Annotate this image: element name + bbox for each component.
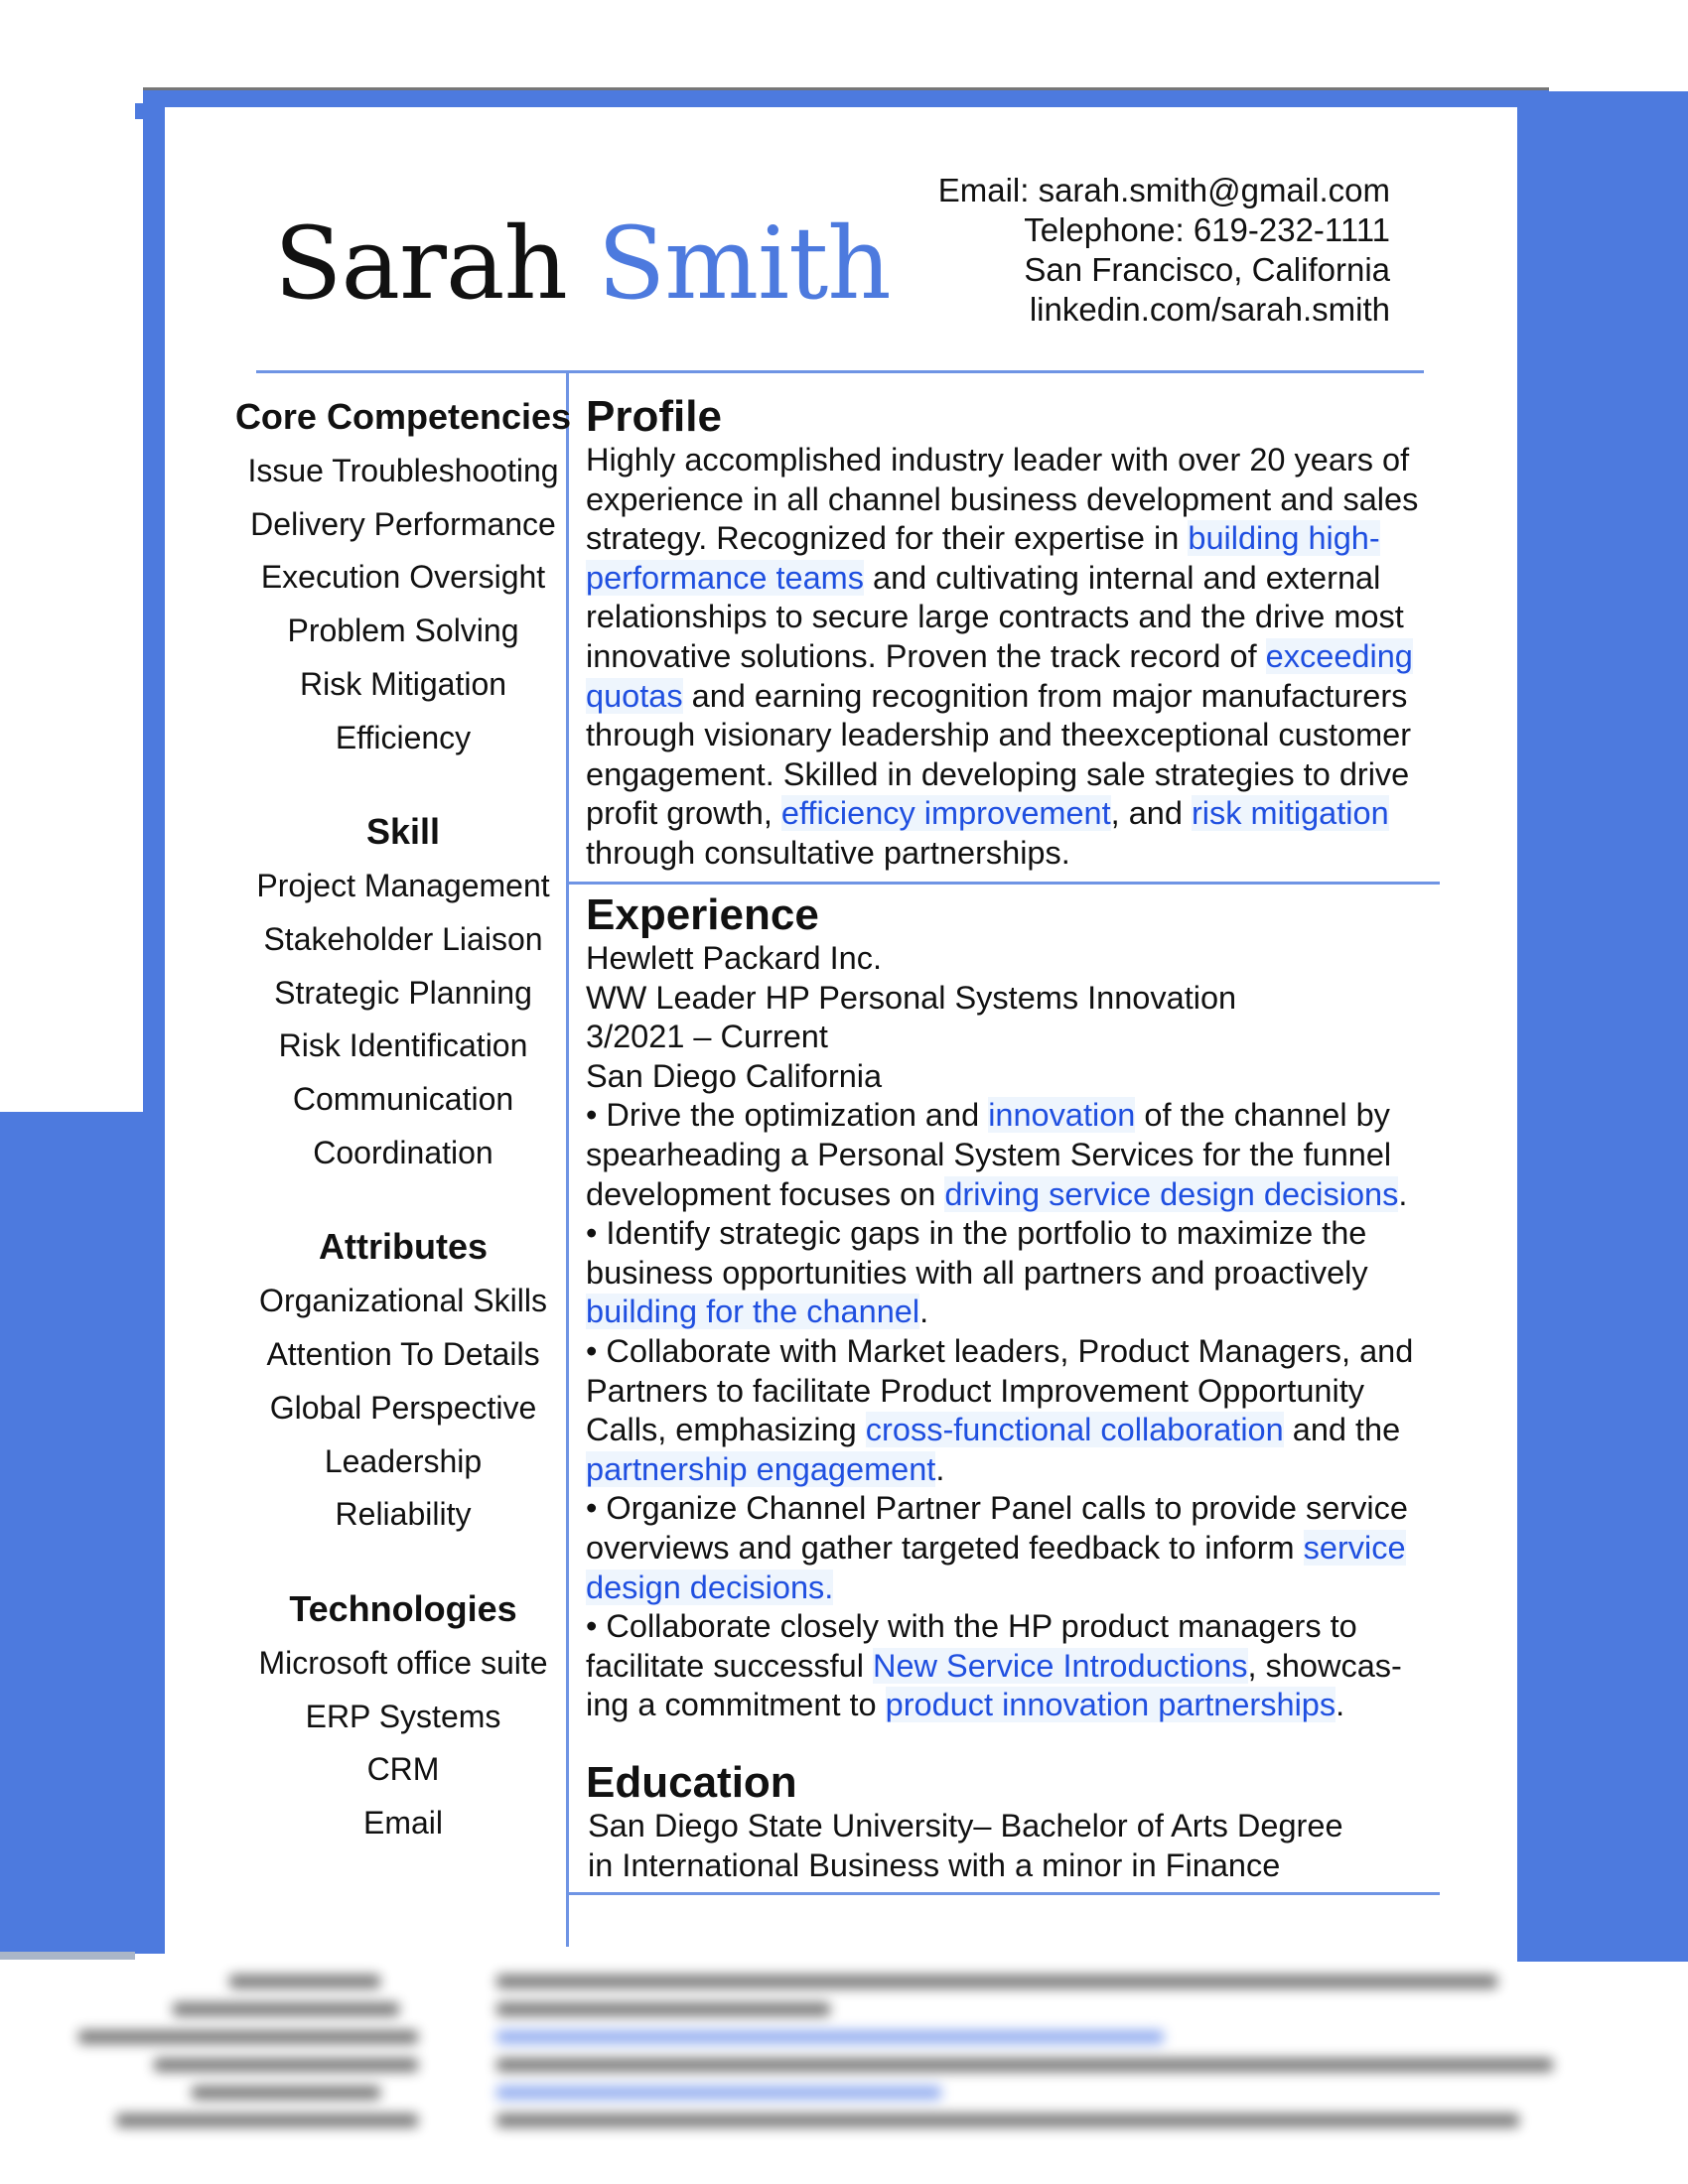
highlighted-keyword: risk mitigation <box>1191 795 1389 832</box>
text-segment: and the <box>1283 1412 1401 1448</box>
highlighted-keyword: exceeding quotas <box>586 637 1413 714</box>
education-line: San Diego State University– Bachelor of Arts Degree <box>588 1808 1343 1843</box>
resume-page <box>165 107 1517 1946</box>
list-item: Risk Mitigation <box>299 665 507 702</box>
blue-frame-left-block <box>0 1112 165 1954</box>
contact-email: Email: sarah.smith@gmail.com <box>937 172 1390 208</box>
list-item: Strategic Planning <box>274 974 532 1011</box>
profile-summary <box>586 441 1440 874</box>
education-section <box>586 1759 1440 1885</box>
list-item: Reliability <box>335 1496 472 1533</box>
list-item: CRM <box>366 1751 440 1788</box>
blue-frame-right <box>1517 95 1688 1962</box>
list-item: ERP Systems <box>305 1698 501 1734</box>
list-item: Stakeholder Liaison <box>263 920 543 957</box>
experience-section <box>586 891 1440 1725</box>
candidate-name <box>274 205 891 322</box>
section-title: Skill <box>365 811 441 853</box>
job-location: San Diego California <box>586 1057 883 1094</box>
text-segment: of the channel by spearheading a Personal System Services for the funnel development focuses on <box>586 1097 1392 1212</box>
text-segment: • Collaborate closely with the HP product managers to facilitate successful <box>586 1608 1357 1684</box>
first-name: Sarah <box>274 205 567 322</box>
highlighted-keyword: New Service Introductions <box>873 1647 1248 1684</box>
reflection-left <box>60 1961 437 2141</box>
highlighted-keyword: building high-performance teams <box>586 520 1380 596</box>
section-divider <box>566 882 1440 885</box>
list-item: Efficiency <box>335 719 472 755</box>
section-title: Technologies <box>289 1587 517 1629</box>
company-name: Hewlett Packard Inc. <box>586 940 883 976</box>
text-segment: and cultivating internal and external relationships to secure large contracts and the drive most innovative solutions. Proven the track record of <box>586 559 1404 674</box>
sidebar-section-skill <box>214 810 592 1179</box>
job-bullet <box>586 1096 1440 1214</box>
job-title: WW Leader HP Personal Systems Innovation <box>586 979 1237 1016</box>
job-bullet <box>586 1607 1440 1725</box>
text-segment: and earning recognition from major manufacturers through visionary leadership and theexceptional customer engagement. Skilled in developing sale strategies to drive profit growth, <box>586 677 1412 832</box>
contact-location: San Francisco, California <box>1024 251 1390 288</box>
section-title: Education <box>586 1758 797 1807</box>
list-item: Risk Identification <box>278 1027 528 1064</box>
last-name: Smith <box>597 205 891 322</box>
sidebar-section-technologies <box>214 1587 592 1850</box>
text-segment: , showcas-ing a commitment to <box>586 1647 1402 1723</box>
section-title: Experience <box>586 890 819 939</box>
sidebar-section-attributes <box>214 1225 592 1542</box>
highlighted-keyword: building for the channel <box>586 1294 920 1330</box>
list-item: Email <box>362 1805 443 1842</box>
text-segment: . <box>935 1450 945 1487</box>
highlighted-keyword: driving service design decisions <box>944 1175 1399 1212</box>
list-item: Problem Solving <box>287 613 519 649</box>
list-item: Communication <box>292 1081 514 1118</box>
highlighted-keyword: cross-functional collaboration <box>865 1412 1284 1448</box>
job-bullet <box>586 1332 1440 1489</box>
list-item: Global Perspective <box>269 1389 537 1426</box>
header-divider <box>256 370 1424 373</box>
contact-info <box>938 171 1390 330</box>
sidebar-section-core-competencies <box>214 395 592 764</box>
text-segment: . <box>919 1294 929 1330</box>
highlighted-keyword: product innovation partnerships <box>885 1687 1336 1723</box>
text-segment: . <box>1336 1687 1345 1723</box>
text-segment: • Organize Channel Partner Panel calls to provide service overviews and gather targeted feedback to inform <box>586 1490 1408 1566</box>
list-item: Delivery Performance <box>250 505 556 542</box>
text-segment: • Identify strategic gaps in the portfolio to maximize the business opportunities with all partners and proactively <box>586 1215 1368 1291</box>
text-segment: through consultative partnerships. <box>586 834 1070 871</box>
highlighted-keyword: innovation <box>988 1097 1136 1134</box>
list-item: Execution Oversight <box>260 559 546 596</box>
contact-linkedin: linkedin.com/sarah.smith <box>1029 291 1390 328</box>
education-line: in International Business with a minor in Finance <box>588 1846 1281 1883</box>
job-dates: 3/2021 – Current <box>586 1019 828 1055</box>
sidebar <box>214 395 592 1896</box>
profile-section <box>586 393 1440 874</box>
text-segment: Highly accomplished industry leader with over 20 years of experience in all channel business development and sales strategy. Recognized for their expertise in <box>586 442 1419 557</box>
job-bullet <box>586 1214 1440 1332</box>
text-segment: , and <box>1110 795 1192 832</box>
list-item: Organizational Skills <box>259 1283 547 1319</box>
text-segment: . <box>1398 1175 1408 1212</box>
text-segment: • Drive the optimization and <box>586 1097 989 1134</box>
list-item: Attention To Details <box>266 1336 540 1373</box>
text-segment: • Collaborate with Market leaders, Product Managers, and Partners to facilitate Product Improvement Opportunity Calls, emphasizing <box>586 1332 1414 1448</box>
highlighted-keyword: service design decisions. <box>586 1529 1406 1605</box>
highlighted-keyword: partnership engagement <box>586 1450 936 1487</box>
section-title: Profile <box>586 392 722 441</box>
list-item: Leadership <box>324 1442 483 1479</box>
contact-telephone: Telephone: 619-232-1111 <box>1024 211 1390 248</box>
job-bullet <box>586 1489 1440 1607</box>
list-item: Microsoft office suite <box>258 1644 548 1681</box>
section-title: Attributes <box>319 1226 488 1268</box>
list-item: Issue Troubleshooting <box>247 453 559 488</box>
blurred-page-reflection <box>60 1961 1609 2184</box>
reflection-right <box>496 1961 1609 2141</box>
blue-frame-shadow <box>0 1952 135 1960</box>
highlighted-keyword: efficiency improvement <box>780 795 1111 832</box>
section-divider <box>566 1892 1440 1895</box>
list-item: Coordination <box>313 1134 493 1170</box>
list-item: Project Management <box>256 868 550 904</box>
section-title: Core Competencies <box>234 396 572 437</box>
